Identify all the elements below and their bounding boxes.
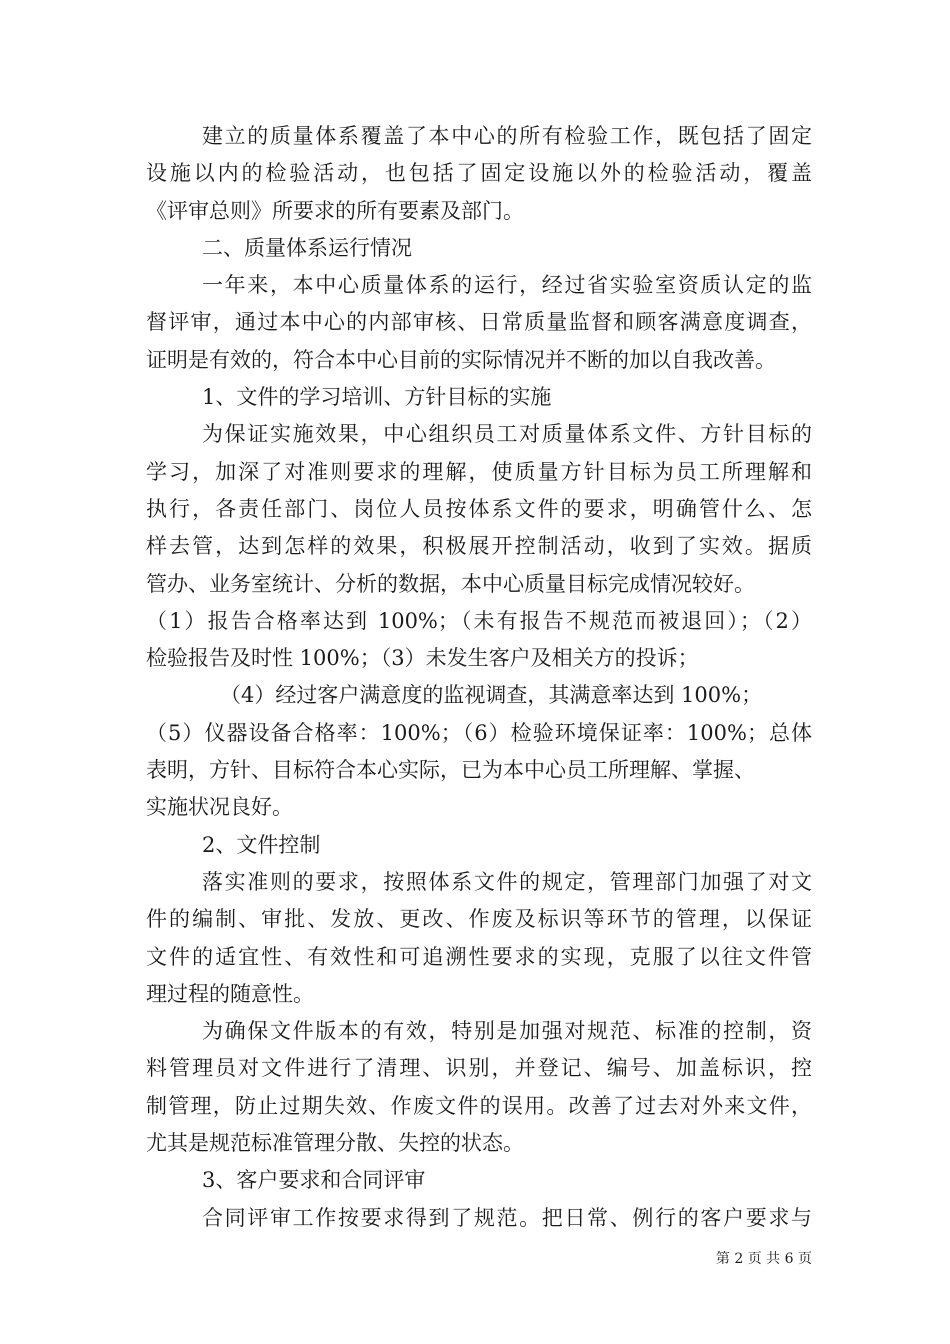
text-line: 尤其是规范标准管理分散、失控的状态。 xyxy=(146,1131,524,1156)
text-line: （1）报告合格率达到 100%；（未有报告不规范而被退回）；（2） xyxy=(146,608,812,633)
text-line: 件的编制、审批、发放、更改、作废及标识等环节的管理，以保证 xyxy=(146,907,812,932)
text-line: 制管理，防止过期失效、作废文件的误用。改善了过去对外来文件， xyxy=(146,1093,812,1118)
text-line: 料管理员对文件进行了清理、识别，并登记、编号、加盖标识，控 xyxy=(146,1056,812,1081)
text-line: 样去管，达到怎样的效果，积极展开控制活动，收到了实效。据质 xyxy=(146,534,812,559)
text-line: 表明，方针、目标符合本心实际，已为本中心员工所理解、掌握、 xyxy=(146,758,755,783)
text-line: 检验报告及时性 100%；（3）未发生客户及相关方的投诉； xyxy=(146,646,699,671)
text-line: 学习，加深了对准则要求的理解，使质量方针目标为员工所理解和 xyxy=(146,459,812,484)
text-line: 二、质量体系运行情况 xyxy=(202,235,412,260)
text-line: 1、文件的学习培训、方针目标的实施 xyxy=(202,385,552,410)
text-line: 设施以内的检验活动，也包括了固定设施以外的检验活动，覆盖 xyxy=(146,161,812,186)
text-line: 落实准则的要求，按照体系文件的规定，管理部门加强了对文 xyxy=(202,869,812,894)
text-line: 理过程的随意性。 xyxy=(146,981,314,1006)
text-line: 文件的适宜性、有效性和可追溯性要求的实现，克服了以往文件管 xyxy=(146,944,812,969)
text-line: 为确保文件版本的有效，特别是加强对规范、标准的控制，资 xyxy=(202,1019,812,1044)
text-line: 证明是有效的，符合本中心目前的实际情况并不断的加以自我改善。 xyxy=(146,347,776,372)
text-line: 《评审总则》所要求的所有要素及部门。 xyxy=(146,198,524,223)
text-line: 执行，各责任部门、岗位人员按体系文件的要求，明确管什么、怎 xyxy=(146,496,812,521)
text-line: 3、客户要求和合同评审 xyxy=(202,1168,426,1193)
text-line: 合同评审工作按要求得到了规范。把日常、例行的客户要求与 xyxy=(202,1205,812,1230)
text-line: 管办、业务室统计、分析的数据，本中心质量目标完成情况较好。 xyxy=(146,571,755,596)
text-line: 实施状况良好。 xyxy=(146,795,293,820)
text-line: 一年来，本中心质量体系的运行，经过省实验室资质认定的监 xyxy=(202,273,812,298)
text-line: （4）经过客户满意度的监视调查，其满意率达到 100%； xyxy=(220,683,763,708)
document-body xyxy=(146,118,812,1237)
text-line: 督评审，通过本中心的内部审核、日常质量监督和顾客满意度调查， xyxy=(146,310,812,335)
text-line: 为保证实施效果，中心组织员工对质量体系文件、方针目标的 xyxy=(202,422,812,447)
text-line: 建立的质量体系覆盖了本中心的所有检验工作，既包括了固定 xyxy=(202,124,812,148)
page-number: 第 2 页 共 6 页 xyxy=(715,1251,812,1267)
text-line: （5）仪器设备合格率：100%；（6）检验环境保证率：100%；总体 xyxy=(146,720,812,745)
text-line: 2、文件控制 xyxy=(202,832,321,857)
